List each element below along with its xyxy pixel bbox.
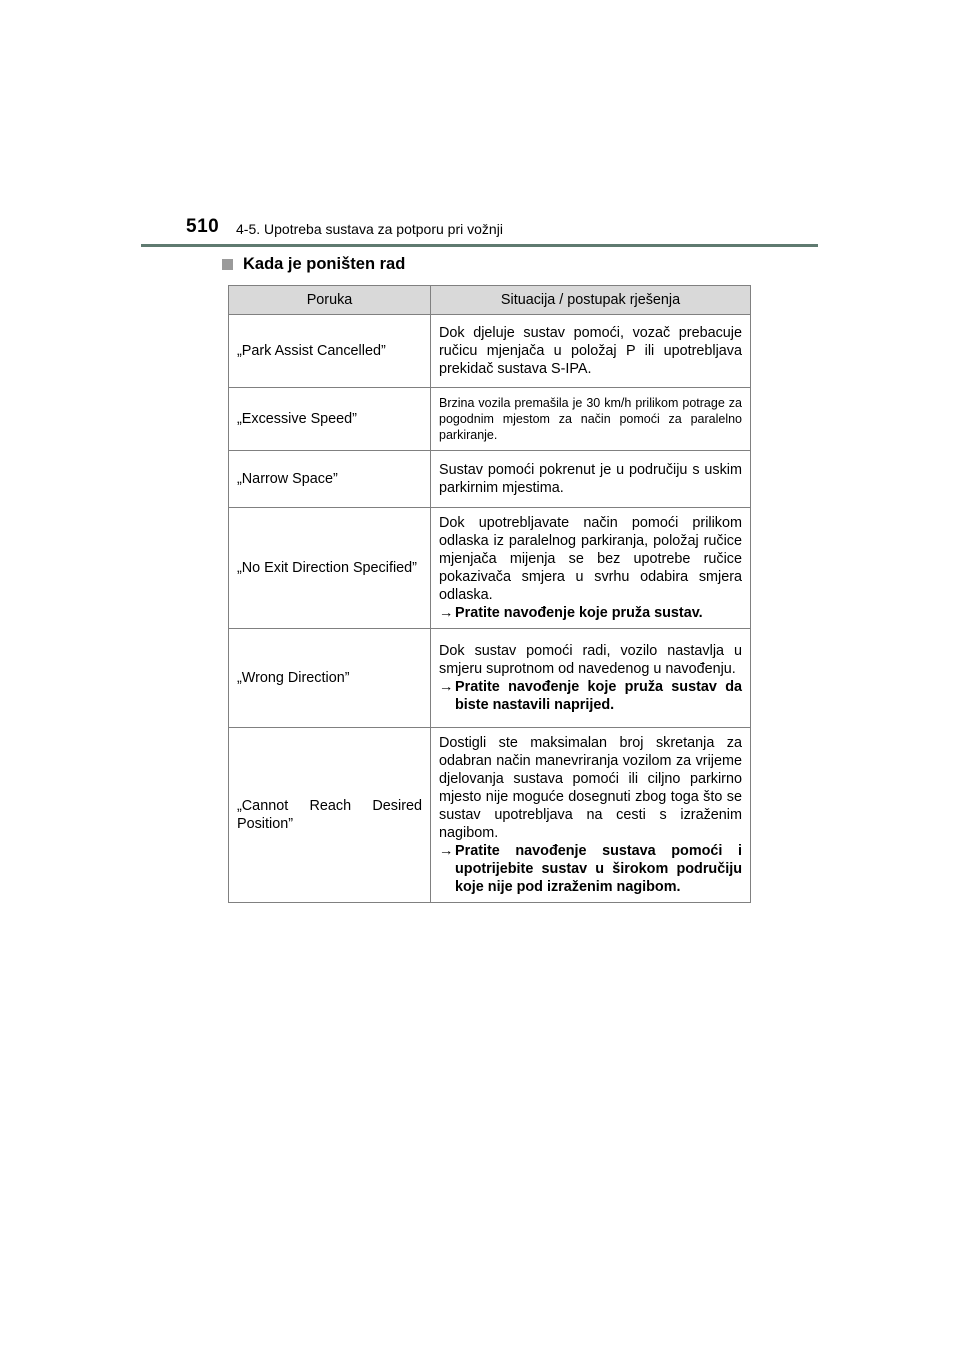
situation-cell: [431, 451, 751, 508]
situation-text: Brzina vozila premašila je 30 km/h prilikom potrage za pogodnim mjestom za način pomoći za paralelno parkiranje.: [439, 396, 742, 442]
section-title: Kada je poništen rad: [243, 255, 406, 273]
situation-cell: [431, 728, 751, 903]
message-cell: „Cannot Reach Desired Position”: [229, 728, 431, 903]
situation-text: Sustav pomoći pokrenut je u područiju s uskim parkirnim mjestima.: [439, 462, 742, 496]
situation-cell: [431, 508, 751, 629]
header-divider: [141, 244, 818, 247]
situation-text: Dok sustav pomoći radi, vozilo nastavlja u smjeru suprotnom od navedenog u navođenju.: [439, 643, 742, 677]
page-number: 510: [186, 216, 220, 237]
chapter-title: 4-5. Upotreba sustava za potporu pri vožnji: [236, 221, 503, 237]
action-line: [439, 842, 742, 896]
action-line: [439, 678, 742, 714]
square-bullet-icon: [222, 259, 233, 270]
arrow-right-icon: →: [439, 679, 454, 695]
page-header: [186, 214, 818, 244]
message-cell: „Park Assist Cancelled”: [229, 315, 431, 388]
table-header-row: [229, 286, 751, 315]
action-line: [439, 604, 742, 622]
action-text: Pratite navođenje sustava pomoći i upotrijebite sustav u širokom područiju koje nije pod izraženim nagibom.: [455, 843, 742, 895]
situation-cell: [431, 315, 751, 388]
situation-text: Dok upotrebljavate način pomoći prilikom odlaska iz paralelnog parkiranja, položaj ručice mjenjača mijenja se bez upotrebe ručice pokazivača smjera u svrhu odabira smjera odlaska.: [439, 515, 742, 603]
table-row: [229, 388, 751, 451]
situation-cell: [431, 629, 751, 728]
arrow-right-icon: →: [439, 843, 454, 859]
table-row: [229, 629, 751, 728]
message-cell: „Excessive Speed”: [229, 388, 431, 451]
situation-text: Dostigli ste maksimalan broj skretanja za odabran način manevriranja vozilom za vrijeme djelovanja sustava pomoći ili ciljno parkirno mjesto nije moguće dosegnuti zbog toga što se sustav upotrebljava na cesti s izraženim nagibom.: [439, 735, 742, 841]
table-row: [229, 508, 751, 629]
column-header-message: Poruka: [229, 286, 431, 315]
message-table: [228, 285, 751, 903]
section-heading: [222, 255, 405, 274]
table-row: [229, 728, 751, 903]
message-cell: „Wrong Direction”: [229, 629, 431, 728]
table-row: [229, 315, 751, 388]
situation-text: Dok djeluje sustav pomoći, vozač prebacuje ručicu mjenjača u položaj P ili upotrebljava prekidač sustava S-IPA.: [439, 325, 742, 377]
action-text: Pratite navođenje koje pruža sustav.: [455, 605, 703, 621]
column-header-situation: Situacija / postupak rješenja: [431, 286, 751, 315]
message-cell: „No Exit Direction Specified”: [229, 508, 431, 629]
action-text: Pratite navođenje koje pruža sustav da biste nastavili naprijed.: [455, 679, 742, 713]
message-cell: „Narrow Space”: [229, 451, 431, 508]
situation-cell: [431, 388, 751, 451]
table-row: [229, 451, 751, 508]
arrow-right-icon: →: [439, 605, 454, 621]
